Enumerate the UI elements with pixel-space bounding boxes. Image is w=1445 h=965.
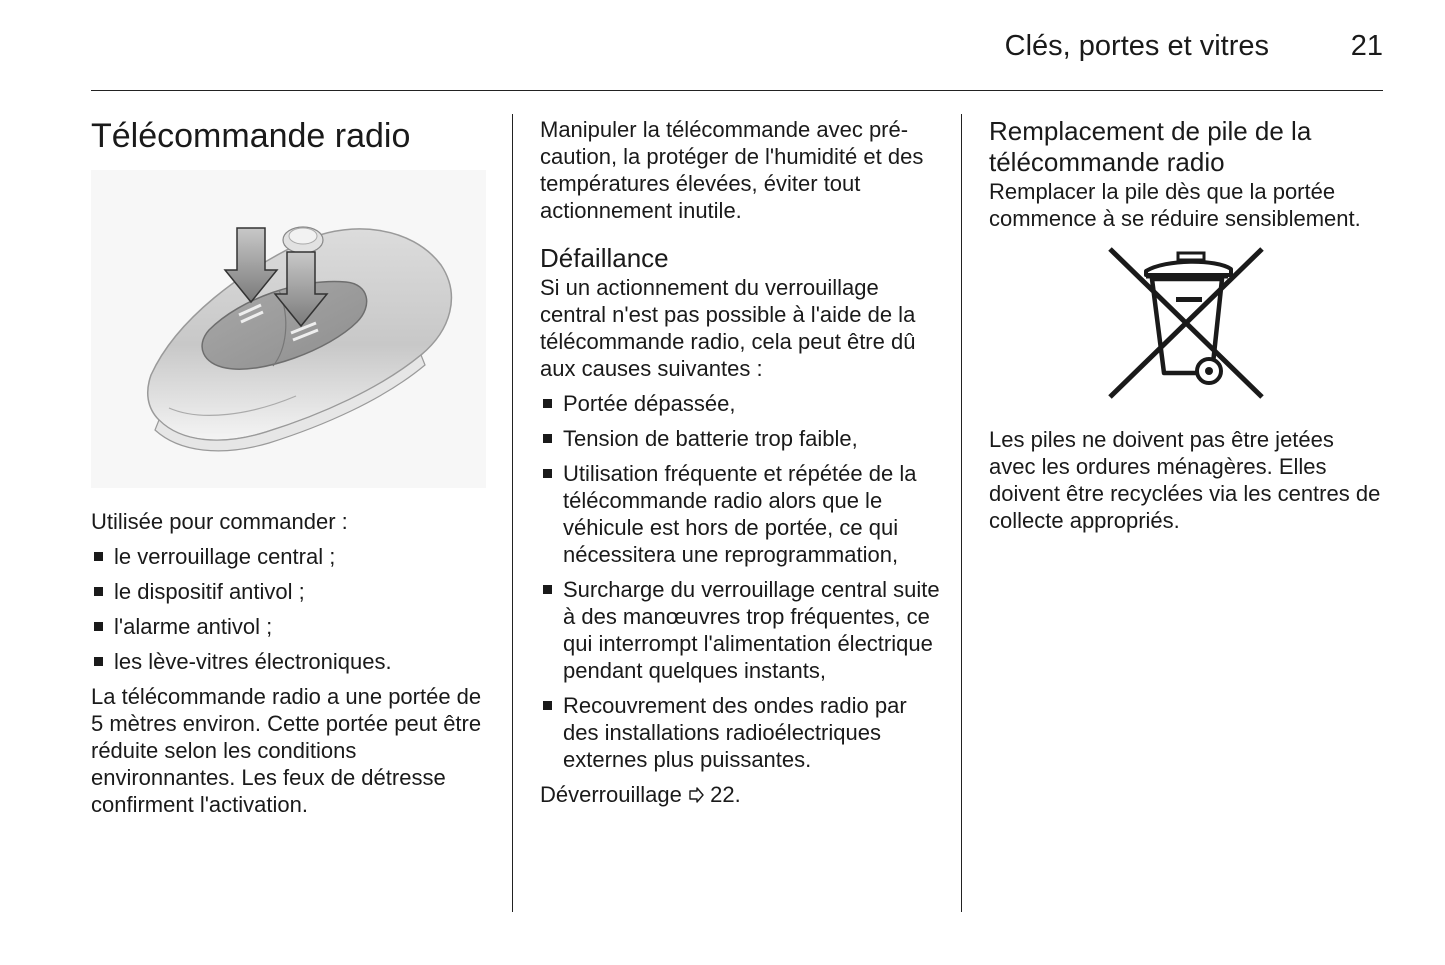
column-divider-right: [961, 114, 962, 912]
remote-usage-list: [91, 543, 491, 675]
heading-malfunction: Défaillance: [540, 243, 669, 273]
crossed-out-wheelie-bin-icon: [1106, 245, 1266, 405]
bullet-square-icon: [543, 469, 552, 478]
cross-reference[interactable]: [540, 781, 940, 808]
list-item: l'alarme antivol ;: [91, 613, 491, 640]
page-number: 21: [1350, 30, 1383, 62]
heading-battery-replacement: Remplacement de pile de la télécommande radio: [989, 116, 1312, 177]
bullet-square-icon: [94, 587, 103, 596]
bullet-square-icon: [94, 622, 103, 631]
bullet-square-icon: [94, 657, 103, 666]
heading-remote-control: Télécommande radio: [91, 117, 411, 155]
column-malfunction: [540, 116, 940, 808]
list-item: les lève-vitres électroniques.: [91, 648, 491, 675]
battery-disposal-paragraph: Les piles ne doivent pas être jetées avec les ordures ménagères. Elles doivent être recyclées via les centres de collecte appropriés.: [989, 427, 1381, 533]
list-item: Surcharge du verrouillage central suite à des manœuvres trop fréquentes, ce qui interrompt l'alimentation électrique pendant quelques instants,: [540, 576, 940, 684]
list-item: Recouvrement des ondes radio par des installations radioélectriques externes plus puissantes.: [540, 692, 940, 773]
malfunction-paragraph: Si un actionnement du verrouillage central n'est pas possible à l'aide de la télécommande radio, cela peut être dû aux causes suivantes :: [540, 275, 916, 381]
list-item: Utilisation fréquente et répétée de la télécommande radio alors que le véhicule est hors de portée, ce qui nécessitera une reprogrammation,: [540, 460, 940, 568]
column-remote-control: [91, 116, 491, 818]
list-item: le dispositif antivol ;: [91, 578, 491, 605]
page-header: [91, 0, 1383, 92]
cross-reference-label: Déverrouillage: [540, 782, 682, 807]
bullet-square-icon: [543, 701, 552, 710]
header-divider: [91, 90, 1383, 91]
column-battery-replacement: [989, 116, 1385, 534]
bullet-square-icon: [543, 434, 552, 443]
key-remote-illustration: [91, 170, 486, 488]
handling-paragraph: Manipuler la télécommande avec précaution, la protéger de l'humidité et des températures élevées, éviter tout actionnement inutile.: [540, 117, 924, 223]
section-title: Clés, portes et vitres: [1004, 30, 1269, 62]
cross-reference-arrow-icon: [688, 787, 704, 803]
bullet-square-icon: [94, 552, 103, 561]
bullet-square-icon: [543, 399, 552, 408]
bullet-square-icon: [543, 585, 552, 594]
malfunction-causes-list: [540, 390, 940, 773]
list-item: Tension de batterie trop faible,: [540, 425, 940, 452]
remote-usage-intro: Utilisée pour commander :: [91, 509, 348, 534]
column-divider-left: [512, 114, 513, 912]
list-item: Portée dépassée,: [540, 390, 940, 417]
list-item: le verrouillage central ;: [91, 543, 491, 570]
cross-reference-page: 22.: [710, 782, 741, 807]
remote-range-paragraph: La télécommande radio a une portée de 5 mètres environ. Cette portée peut être réduite selon les conditions environnantes. Les feux de détresse confirment l'activation.: [91, 684, 482, 817]
battery-replacement-paragraph: Remplacer la pile dès que la portée commence à se réduire sensiblement.: [989, 179, 1361, 231]
